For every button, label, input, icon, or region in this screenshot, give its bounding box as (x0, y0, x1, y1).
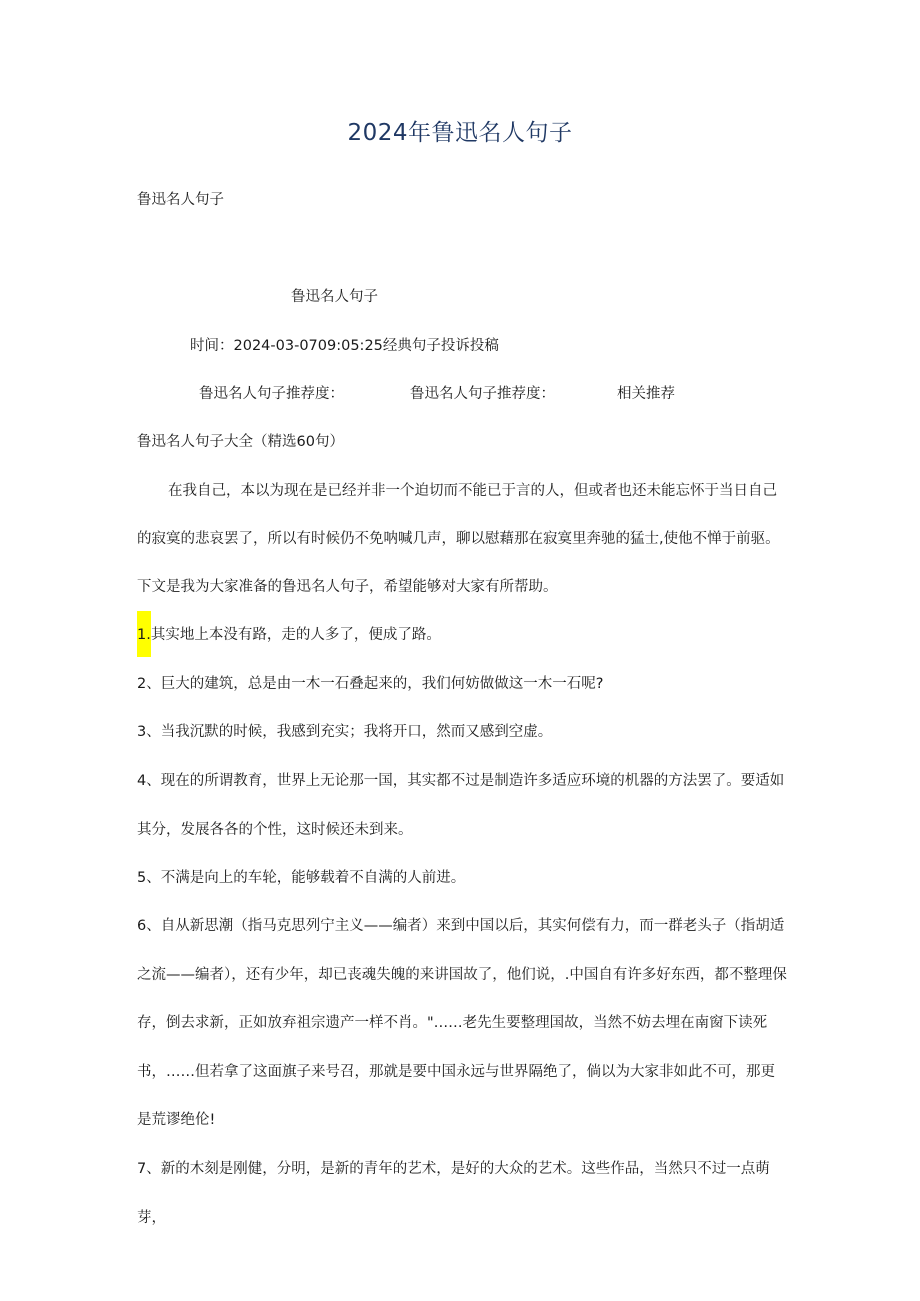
item-1-text: 其实地上本没有路，走的人多了，便成了路。 (150, 627, 441, 643)
meta-line: 时间：2024-03-0709:05:25经典句子投诉投稿 (190, 338, 499, 354)
recommend-middle: 鲁迅名人句子推荐度： (410, 386, 555, 402)
quote-item-6: 6、自从新思潮（指马克思列宁主义——编者）来到中国以后，其实何偿有力，而一群老头子（指胡适之流——编者），还有少年，却已丧魂失魄的来讲国故了，他们说，.中国自有许多好东西，都不整理保存，倒去求新，正如放弃祖宗遗产一样不肖。"……老先生要整理国故，当然不妨去埋在南窗下读死书，……但若拿了这面旗子来号召，那就是要中国永远与世界隔绝了，倘以为大家非如此不可，那更是荒谬绝伦! (137, 918, 787, 1128)
intro-line-3: 下文是我为大家准备的鲁迅名人句子，希望能够对大家有所帮助。 (137, 579, 558, 595)
inner-title: 鲁迅名人句子 (291, 289, 378, 305)
quote-item-1 (137, 611, 787, 660)
intro-line-1: 在我自己，本以为现在是已经并非一个迫切而不能已于言的人，但或者也还未能忘怀于当日自己 (168, 483, 777, 499)
quote-item-3: 3、当我沉默的时候，我感到充实；我将开口，然而又感到空虚。 (137, 724, 553, 740)
quote-item-5: 5、不满是向上的车轮，能够载着不自满的人前进。 (137, 870, 466, 886)
intro-line-2: 的寂寞的悲哀罢了，所以有时候仍不免呐喊几声，聊以慰藉那在寂寞里奔驰的猛士,使他不惮于前驱。 (137, 531, 780, 547)
section-heading: 鲁迅名人句子大全（精选60句） (137, 434, 344, 450)
document-subtitle: 鲁迅名人句子 (137, 192, 224, 208)
quote-item-2: 2、巨大的建筑，总是由一木一石叠起来的，我们何妨做做这一木一石呢? (137, 676, 604, 692)
related-recommend-link[interactable]: 相关推荐 (617, 386, 675, 402)
document-title: 2024年鲁迅名人句子 (347, 120, 573, 146)
quote-item-7: 7、新的木刻是刚健，分明，是新的青年的艺术，是好的大众的艺术。这些作品，当然只不过一点萌芽， (137, 1161, 770, 1226)
recommend-left: 鲁迅名人句子推荐度： (199, 386, 344, 402)
quote-item-4: 4、现在的所谓教育，世界上无论那一国，其实都不过是制造许多适应环境的机器的方法罢了。要适如其分，发展各各的个性，这时候还未到来。 (137, 773, 785, 838)
item-1-number-highlight: 1. (137, 611, 151, 657)
